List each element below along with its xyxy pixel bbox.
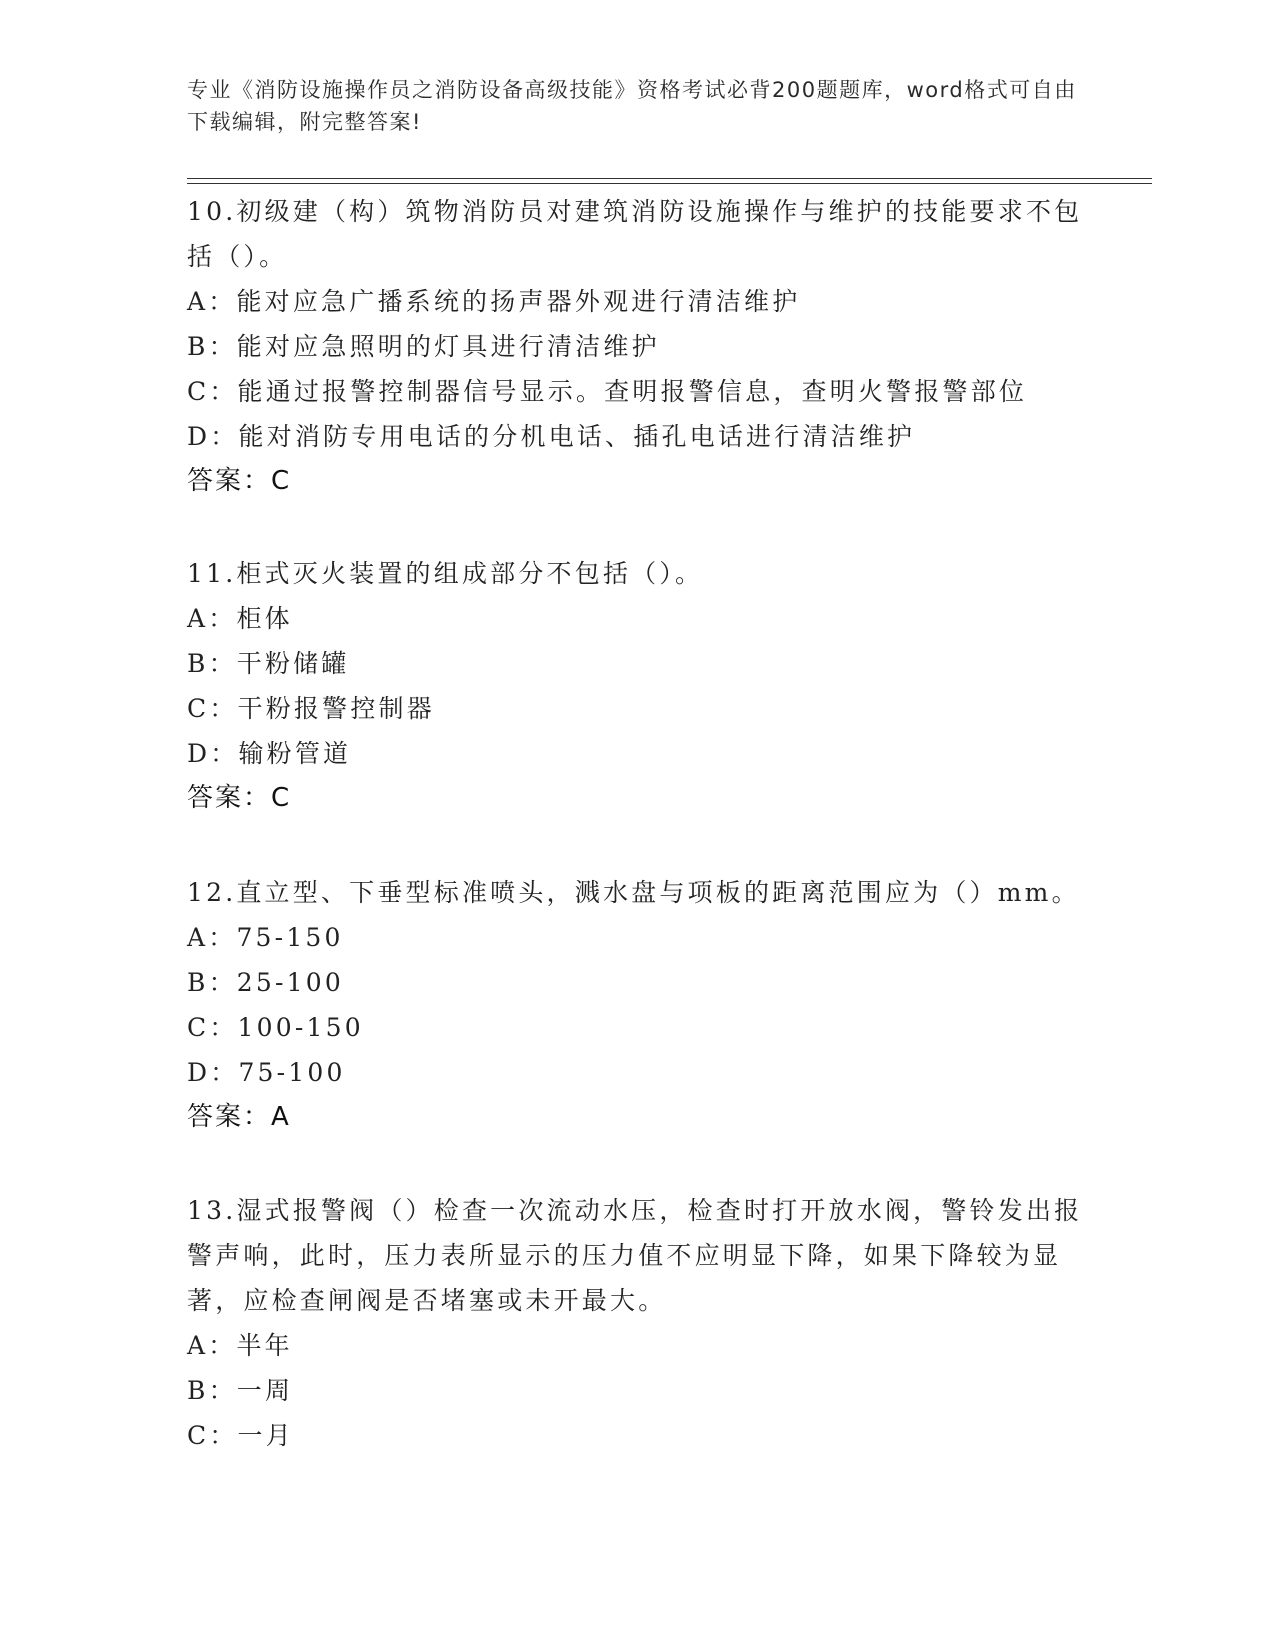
question-stem: 12.直立型、下垂型标准喷头，溅水盘与项板的距离范围应为（）mm。	[187, 878, 1080, 907]
option-c: C：一月	[187, 1421, 294, 1450]
option-b: B：一周	[187, 1376, 294, 1405]
question-stem: 11.柜式灭火装置的组成部分不包括（）。	[187, 559, 704, 588]
option-b: B：干粉储罐	[187, 649, 350, 678]
question-stem: 13.湿式报警阀（）检查一次流动水压，检查时打开放水阀，警铃发出报警声响，此时，压力表所显示的压力值不应明显下降，如果下降较为显著，应检查闸阀是否堵塞或未开最大。	[187, 1196, 1083, 1315]
header-divider-top	[187, 178, 1152, 179]
question-12	[187, 870, 1087, 1140]
option-a: A：半年	[187, 1331, 293, 1360]
option-c: C：干粉报警控制器	[187, 694, 435, 723]
option-b: B：能对应急照明的灯具进行清洁维护	[187, 332, 660, 361]
question-answer: 答案：C	[187, 466, 292, 496]
question-11	[187, 551, 1087, 821]
option-d: D：能对消防专用电话的分机电话、插孔电话进行清洁维护	[187, 422, 916, 451]
option-a: A：75-150	[187, 923, 344, 952]
question-13	[187, 1188, 1087, 1458]
option-d: D：输粉管道	[187, 739, 352, 768]
option-c: C：100-150	[187, 1013, 364, 1042]
question-stem: 10.初级建（构）筑物消防员对建筑消防设施操作与维护的技能要求不包括（）。	[187, 197, 1083, 271]
option-a: A：柜体	[187, 604, 293, 633]
option-a: A：能对应急广播系统的扬声器外观进行清洁维护	[187, 287, 801, 316]
header-divider-bottom	[187, 183, 1152, 184]
document-header-note: 专业《消防设施操作员之消防设备高级技能》资格考试必背200题题库，word格式可自由下载编辑，附完整答案!	[187, 78, 1077, 134]
question-answer: 答案：C	[187, 783, 292, 813]
option-c: C：能通过报警控制器信号显示。查明报警信息，查明火警报警部位	[187, 377, 1028, 406]
question-10	[187, 189, 1087, 504]
option-d: D：75-100	[187, 1058, 346, 1087]
question-answer: 答案：A	[187, 1102, 291, 1132]
option-b: B：25-100	[187, 968, 344, 997]
